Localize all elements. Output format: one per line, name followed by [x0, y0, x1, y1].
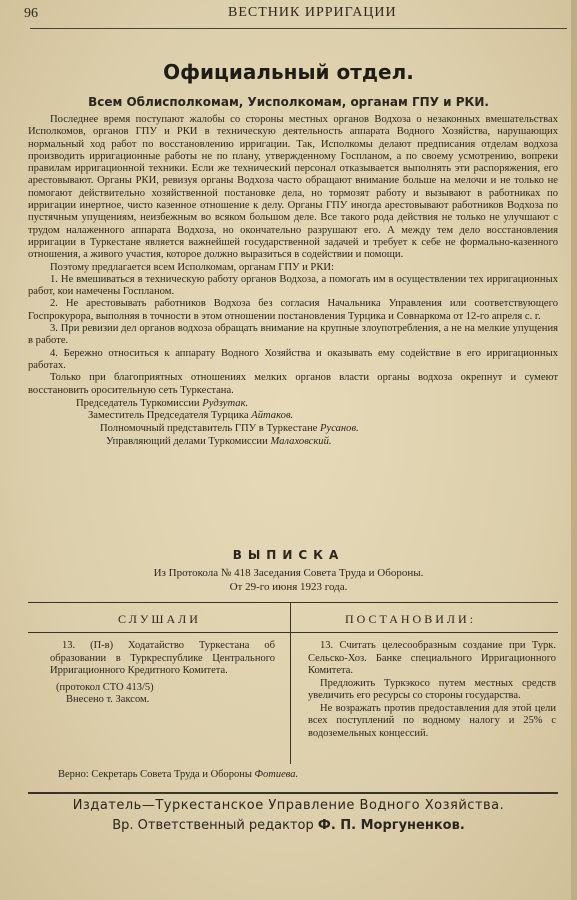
editor-name: Ф. П. Моргуненков.	[317, 818, 465, 833]
heard-protocol-ref: (протокол СТО 413/5)	[56, 681, 154, 693]
table-top-rule	[28, 602, 558, 603]
footer-rule	[28, 792, 558, 794]
signature-name: Айтаков.	[251, 410, 294, 422]
resolved-text: Не возражать против предоставления для этой цели всех поступлений по водному налогу и 25% с водоземельных концессий.	[308, 702, 556, 739]
circular-body	[28, 114, 558, 448]
extract-heading: ВЫПИСКА	[232, 548, 345, 562]
resolved-text: Предложить Туркэкосо путем местных средств увеличить его ресурсы со стороны государства.	[308, 677, 556, 701]
certification-line	[58, 769, 298, 780]
signature-line	[28, 423, 558, 436]
paragraph-conclusion: Только при благоприятных отношениях мелких органов власти органы водхоза окрепнут и сумеют восстановить оросительную сеть Туркестана.	[28, 372, 558, 396]
certification-text: Верно: Секретарь Совета Труда и Обороны	[58, 769, 252, 780]
signature-role: Заместитель Председателя Турцика	[88, 410, 249, 422]
table-header-rule	[28, 632, 558, 633]
signature-role: Управляющий делами Туркомиссии	[106, 435, 268, 447]
signature-name: Русанов.	[320, 423, 359, 435]
signature-name: Рудзутак.	[202, 397, 249, 409]
paragraph-proposal: Поэтому предлагается всем Исполкомам, органам ГПУ и РКИ:	[50, 261, 334, 273]
signatures-block	[28, 398, 558, 448]
heard-text: 13. (П-в) Ходатайство Туркестана об образовании в Туркреспублике Центрального Ирригационного Кредитного Комитета.	[50, 640, 275, 676]
addressee-line: Всем Облисполкомам, Уисполкомам, органам ГПУ и РКИ.	[88, 95, 489, 109]
header-rule	[30, 28, 567, 29]
section-title: Официальный отдел.	[163, 60, 414, 84]
list-item: 4. Бережно относиться к аппарату Водного Хозяйства и оказывать ему содействие в его ирригационных работах.	[28, 347, 558, 371]
journal-title: ВЕСТНИК ИРРИГАЦИИ	[228, 5, 397, 20]
signature-role: Председатель Туркомиссии	[76, 397, 200, 409]
signature-line	[28, 410, 558, 423]
signature-line	[28, 398, 558, 411]
table-column-divider	[290, 602, 291, 764]
column-header-heard: СЛУШАЛИ	[118, 612, 201, 626]
list-item: 1. Не вмешиваться в техническую работу органов Водхоза, а помогать им в осуществлении тех ирригационных работ, кои намечены Госпланом.	[28, 273, 558, 298]
signature-name: Малаховский.	[270, 435, 332, 447]
publisher-line: Издатель—Туркестанское Управление Водного Хозяйства.	[72, 798, 505, 813]
editor-label: Вр. Ответственный редактор	[112, 818, 314, 833]
heard-cell	[50, 640, 275, 707]
protocol-line: Из Протокола № 418 Заседания Совета Труда и Обороны.	[153, 567, 424, 579]
heard-note: Внесено т. Заксом.	[66, 694, 150, 705]
list-item: 2. Не арестовывать работников Водхоза без согласия Начальника Управления или соответствующего Госпрокурора, выполняя в точности в этом отношении постановления Турцика и Совнаркома от 12-го апреля с. г.	[28, 298, 558, 322]
list-item: 3. При ревизии дел органов водхоза обращать внимание на крупные злоупотребления, а не на мелкие упущения в работе.	[28, 323, 558, 347]
extract-protocol	[0, 566, 577, 594]
protocol-date: От 29-го июня 1923 года.	[229, 581, 348, 593]
paragraph-intro: Последнее время поступают жалобы со стороны местных органов Водхоза о незаконных вмешательствах Исполкомов, органов ГПУ и РКИ в техническую деятельность аппарата Водного Хозяйства, нарушающих нормальный ход работ по восстановлению ирригации. Так, Исполкомы делают предписания отделам водхоза производить ирригационные работы не по плану, утвержденному Госпланом, а по своему усмотрению, вопреки правилам ирригационной техники. Если же технический персонал отказывается выполнять эти распоряжения, его арестовывают. Органы РКИ, ревизуя органы Водхоза часто обращают внимание больше на мелочи и не только не помогают действительно хозяйственной постановке дела, но тормозят работу и вызывают в работниках по ирригации инертное, чисто казенное отношение к делу. Органы ГПУ иногда арестовывают работников Водхоза по пустячным упущениям, неизбежным во всяком большом деле. Все такого рода действия не только не улучшают с трудом налаженного аппарата Водхоза, но окончательно разрушают его. А между тем дело восстановления ирригации в Туркестане является важнейшей государственной задачей и требует к себе не формально-казенного отношения, а живого участия, которое должно выразиться в содействии и помощи.	[28, 114, 558, 261]
signature-role: Полномочный представитель ГПУ в Туркестане	[100, 423, 318, 435]
signature-line	[28, 436, 558, 449]
page-edge-shadow	[571, 0, 577, 900]
editor-line	[0, 818, 577, 833]
resolved-text: 13. Считать целесообразным создание при Турк. Сельско-Хоз. Банке специального Ирригационного Комитета.	[308, 640, 556, 676]
certification-name: Фотиева.	[254, 769, 299, 780]
column-header-resolved: ПОСТАНОВИЛИ:	[345, 612, 477, 626]
resolved-cell	[308, 640, 556, 740]
page-number: 96	[24, 6, 38, 21]
